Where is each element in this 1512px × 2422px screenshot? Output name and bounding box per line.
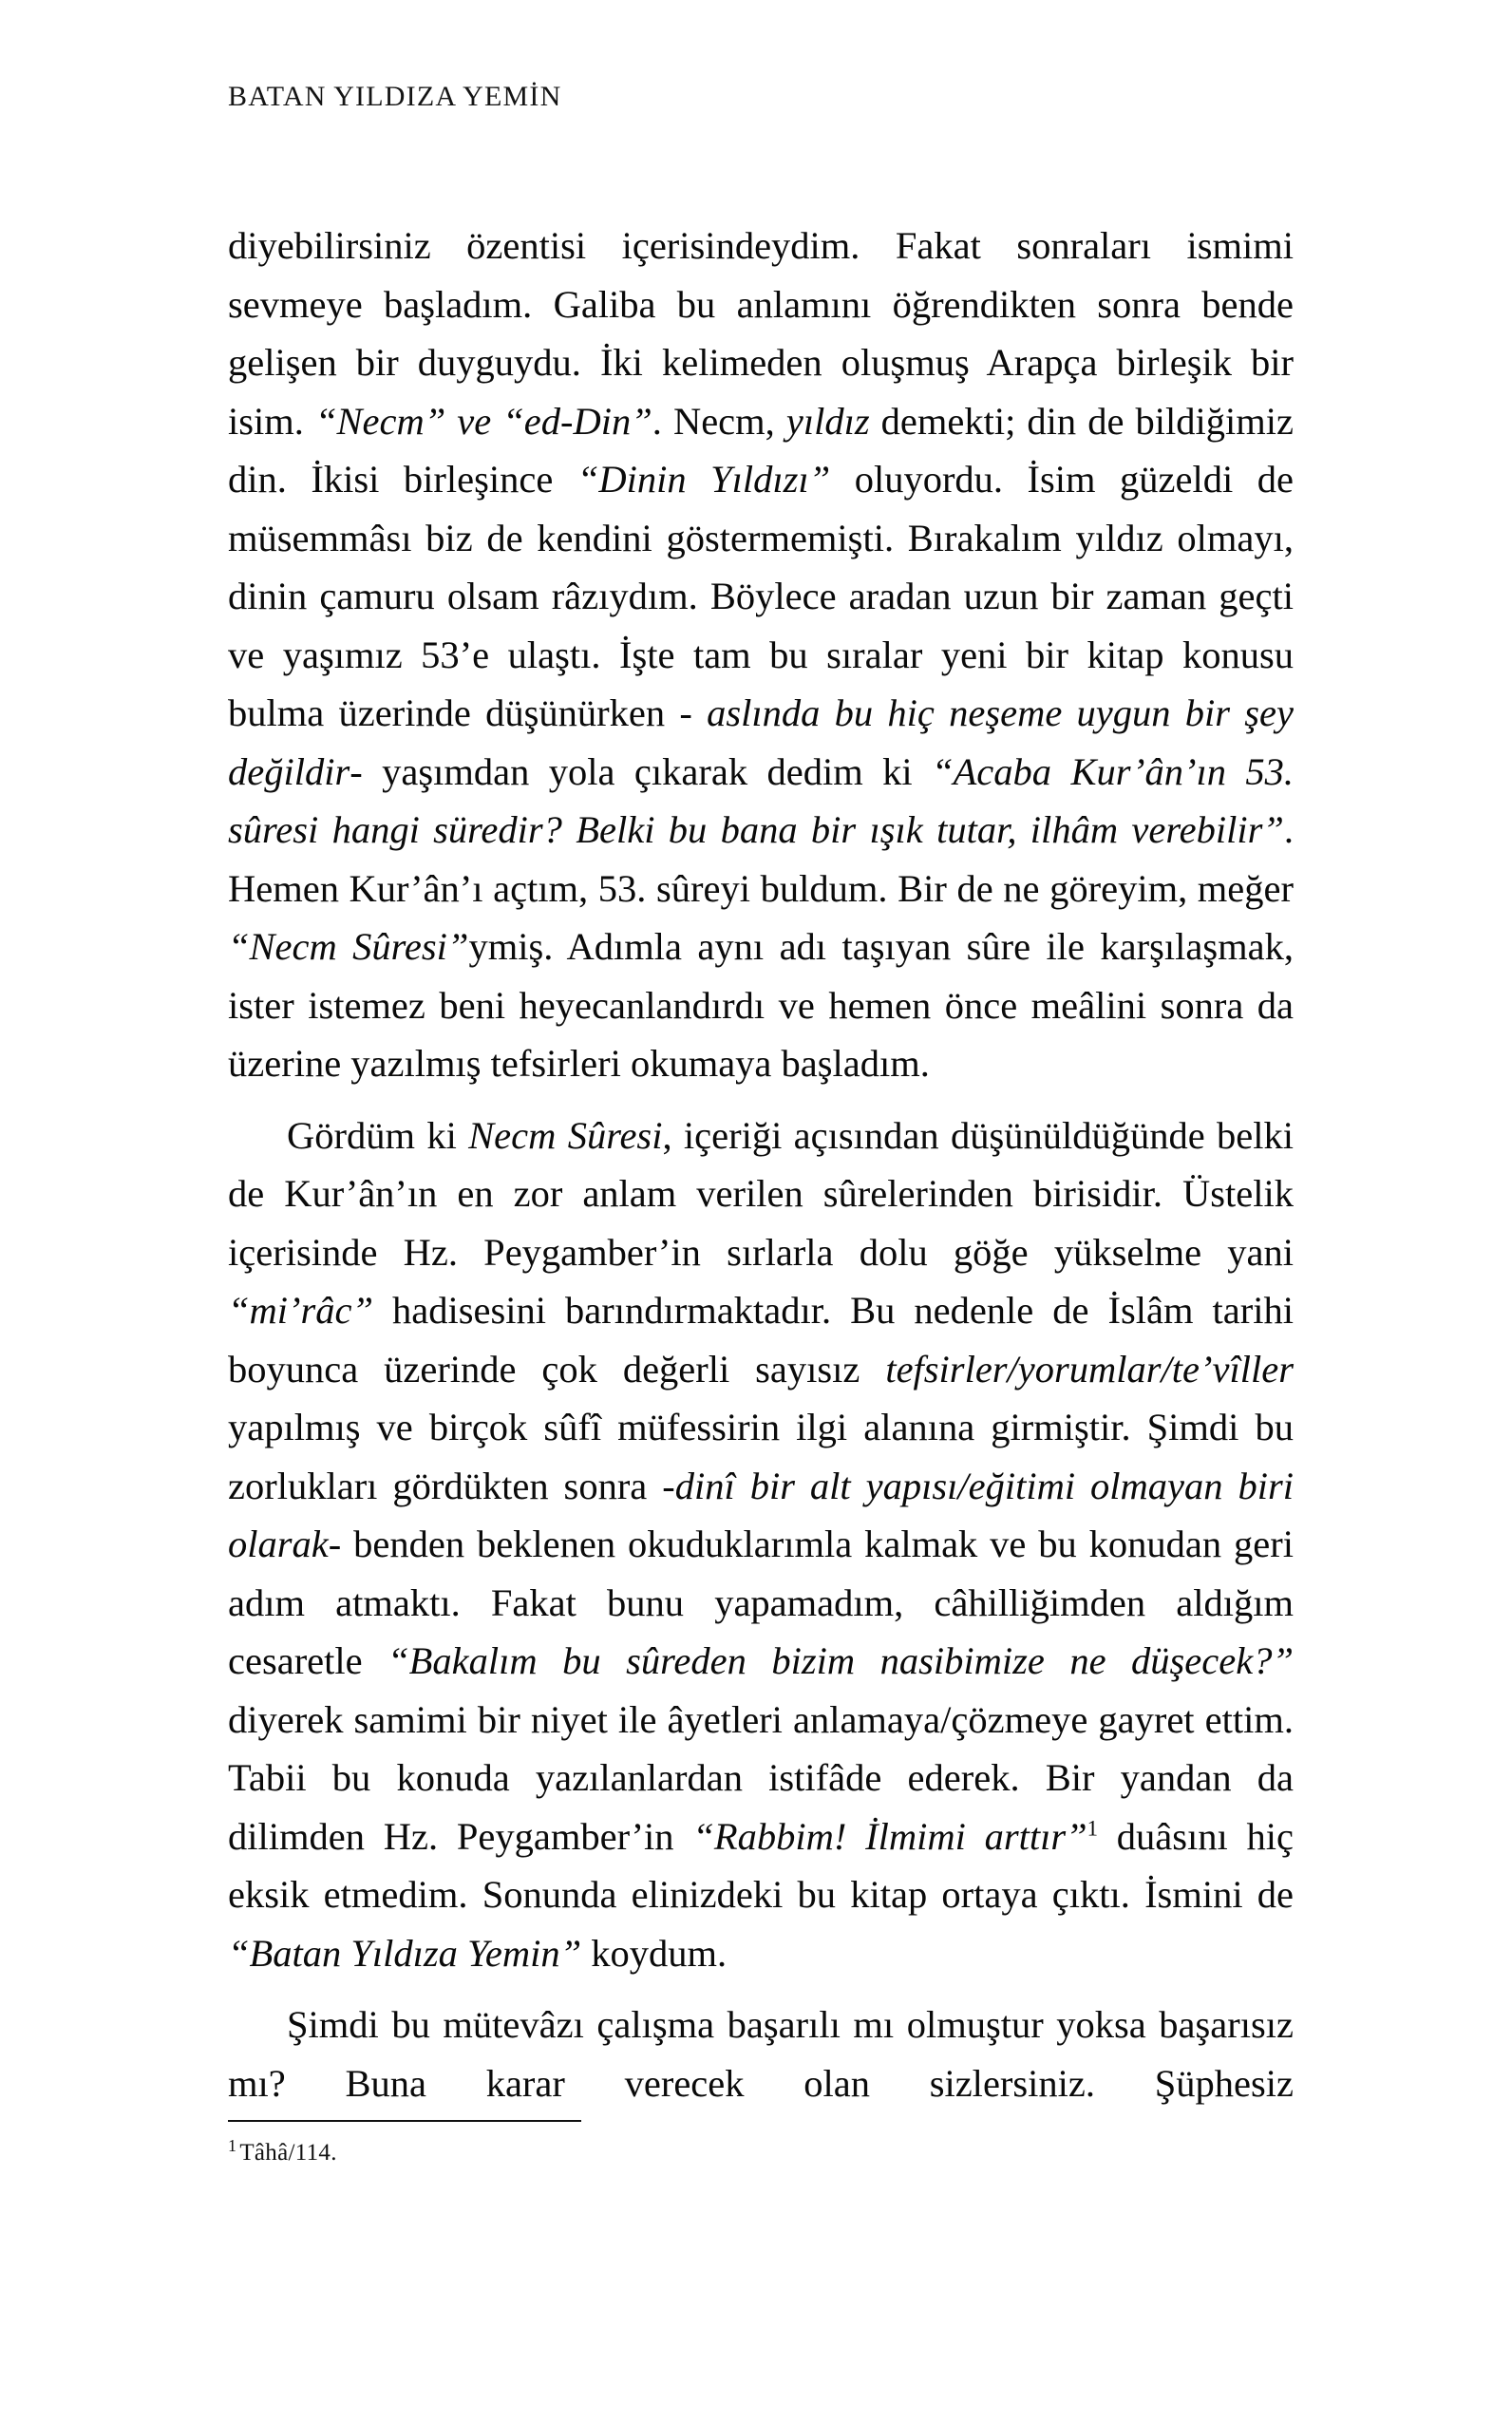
body-text-block [228,217,1294,2112]
paragraph-2 [228,1107,1294,1983]
text-run-2-9: benden beklenen okuduklarımla kalmak ve bu konudan geri adım atmaktı. Fakat bunu yapamadım, câhilliğimden aldığım cesaretle [228,1523,1294,1682]
text-run-2-8: -dinî bir alt yapısı/eğitimi olmayan biri olarak- [228,1464,1295,1565]
text-run-3-1: Şimdi bu mütevâzı çalışma başarılı mı olmuştur yoksa başarısız mı? Buna karar verecek olan sizlersiniz. Şüphesiz [228,2003,1294,2105]
text-run-2-14: “Batan Yıldıza Yemin” [228,1931,582,1975]
text-run-1-3: . Necm, [652,399,786,443]
text-run-2-7: yapılmış ve birçok sûfî müfessirin ilgi alanına girmiştir. Şimdi bu zorlukları gördükten sonra [228,1406,1294,1507]
text-run-1-8: aslında bu hiç neşeme uygun bir şey değildir [228,691,1294,793]
text-run-2-12: “Rabbim! İlmimi arttır” [692,1814,1087,1858]
text-run-1-7: oluyordu. İsim güzeldi de müsemmâsı biz de kendini göstermemişti. Bırakalım yıldız olmayı, dinin çamuru olsam râzıydım. Böylece aradan uzun bir zaman geçti ve yaşımız 53’e ulaştı. İşte tam bu sıralar yeni bir kitap konusu bulma üzerinde düşünürken - [228,458,1294,734]
text-run-2-1: Gördüm ki [287,1113,469,1157]
text-run-1-9: - yaşımdan yola çıkarak dedim ki [350,749,933,793]
paragraph-3 [228,1996,1294,2112]
footnote-area [228,2120,1294,2169]
text-run-1-10: “Acaba Kur’ân’ın 53. sûresi hangi süredir? Belki bu bana bir ışık tutar, ilhâm verebilir” [228,749,1294,851]
footnote-entry [228,2137,1294,2169]
text-run-2-3: , içeriği açısından düşünüldüğünde belki de Kur’ân’ın en zor anlam verilen sûrelerinden birisidir. Üstelik içerisinde Hz. Peygamber’in sırlarla dolu göğe yükselme yani [228,1113,1294,1274]
text-run-2-15: koydum. [581,1931,728,1975]
text-run-1-5: demekti; din de bildiğimiz din. İkisi birleşince [228,399,1294,501]
text-run-2-11: diyerek samimi bir niyet ile âyetleri anlamaya/çözmeye gayret ettim. Tabii bu konuda yazılanlardan istifâde ederek. Bir yandan da dilimden Hz. Peygamber’in [228,1697,1294,1858]
text-run-2-13: duâsını hiç eksik etmedim. Sonunda elinizdeki bu kitap ortaya çıktı. İsmini de [228,1814,1294,1916]
text-run-1-13: ymiş. Adımla aynı adı taşıyan sûre ile karşılaşmak, ister istemez beni heyecanlandırdı ve hemen önce meâlini sonra da üzerine yazılmış tefsirleri okumaya başladım. [228,925,1294,1085]
text-run-2-10: “Bakalım bu sûreden bizim nasibimize ne düşecek?” [387,1639,1294,1682]
text-run-1-2: “Necm” ve “ed-Din” [314,399,652,443]
text-run-1-6: “Dinin Yıldızı” [576,458,831,501]
footnote-marker: 1 [228,2135,237,2155]
text-run-2-5: hadisesini barındırmaktadır. Bu nedenle de İslâm tarihi boyunca üzerinde çok değerli sayısız [228,1289,1294,1391]
text-run-2-6: tefsirler/yorumlar/te’vîller [885,1347,1294,1391]
text-run-1-12: “Necm Sûresi” [228,925,469,968]
text-run-1-1: diyebilirsiniz özentisi içerisindeydim. Fakat sonraları ismimi sevmeye başladım. Galiba bu anlamını öğrendikten sonra bende gelişen bir duyguydu. İki kelimeden oluşmuş Arapça birleşik bir isim. [228,224,1294,443]
text-run-1-4: yıldız [785,399,870,443]
running-header: BATAN YILDIZA YEMİN [228,81,562,112]
text-run-1-11: . Hemen Kur’ân’ı açtım, 53. sûreyi buldum. Bir de ne göreyim, meğer [228,808,1294,910]
footnote-text: Tâhâ/114. [239,2140,337,2166]
footnote-separator-rule [228,2120,581,2122]
paragraph-1 [228,217,1294,1093]
text-run-2-2: Necm Sûresi [468,1113,663,1157]
footnote-reference[interactable]: 1 [1087,1816,1098,1840]
text-run-2-4: “mi’râc” [228,1289,374,1332]
